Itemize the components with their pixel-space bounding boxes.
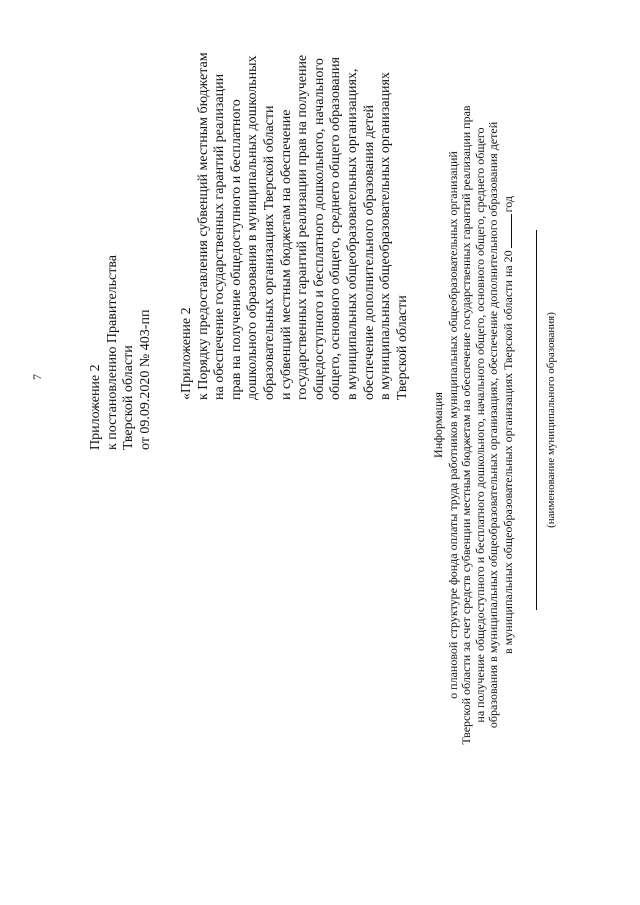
quoted-appendix-line: к Порядку предоставления субвенций местным бюджетам [195,52,211,400]
appendix-header-line: Тверской области [121,345,136,450]
municipality-blank-line [536,230,537,610]
information-line: образования в муниципальных общеобразовательных организациях, обеспечение дополнительного образования детей [486,121,501,729]
quoted-appendix-line: на обеспечение государственных гарантий реализации [212,73,228,400]
quoted-appendix-line: обеспечение дополнительного образования детей [361,104,377,400]
information-heading [432,45,516,805]
information-line-year [501,45,516,805]
information-line: о плановой структуре фонда оплаты труда работников муниципальных общеобразовательных организаций [445,151,460,699]
quoted-appendix-line: общего, основного общего, среднего общего образования [328,57,344,400]
appendix-header-line: от 09.09.2020 № 403-пп [137,309,153,450]
quoted-appendix-line: общедоступного и бесплатного дошкольного, начального [311,58,327,400]
information-line: на получение общедоступного и бесплатного дошкольного, начального общего, основного общего, среднего общего [472,127,487,723]
quoted-appendix-line: в муниципальных общеобразовательных организациях [378,72,394,400]
appendix-header-line: к постановлению Правительства [104,254,120,450]
information-year-suffix: год [500,196,515,213]
quoted-appendix-line: образовательных организациях Тверской области [261,105,277,400]
quoted-appendix [179,10,411,400]
quoted-appendix-line: прав на получение общедоступного и бесплатного [228,99,244,400]
quoted-appendix-line: «Приложение 2 [179,307,194,400]
information-year-prefix: в муниципальных общеобразовательных организациях Тверской области на 20 [500,250,515,654]
year-blank-field [501,214,512,248]
municipality-caption: (наименование муниципального образования) [545,312,557,528]
page-number: 7 [30,374,44,380]
quoted-appendix-line: и субвенций местным бюджетам на обеспечение [278,109,294,400]
information-title: Информация [431,392,445,458]
quoted-appendix-line: государственных гарантий реализации прав на получение [295,54,311,400]
information-line: Тверской области за счет средств субвенции местным бюджетам на обеспечение государственных гарантий реализации прав [459,105,474,745]
appendix-header [88,255,154,450]
quoted-appendix-line: в муниципальных общеобразовательных организациях, [344,68,360,400]
quoted-appendix-line: Тверской области [394,295,410,400]
quoted-appendix-line: дошкольного образования в муниципальных дошкольных [245,55,261,400]
appendix-header-line: Приложение 2 [88,364,103,450]
